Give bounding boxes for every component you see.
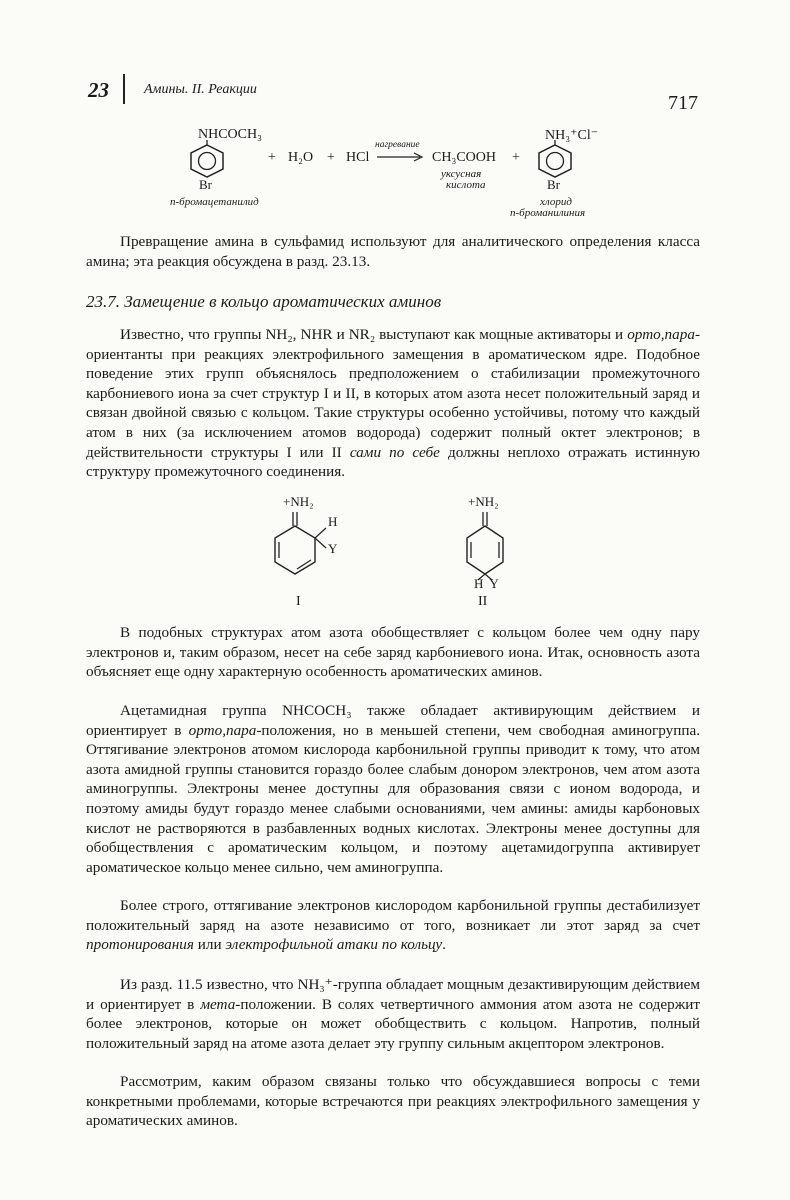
- acetic-acid: CH₃COOH: [432, 150, 496, 165]
- hydrochloric-acid: HCl: [346, 150, 370, 165]
- paragraph-5: Из разд. 11.5 известно, что NH₃⁺-группа обладает мощным дезактивирующим действием и ориентирует в мета-положении. В солях четвертичного аммония атом азота не содержит более электронов, которые он может обобществить с кольцом. Напротив, полный положительный заряд на атоме азота делает эту группу сильным акцептором электронов.: [86, 976, 700, 1052]
- product-name-line2: n-броманилиния: [510, 207, 586, 219]
- structure-1-h: H: [328, 514, 338, 529]
- acetic-acid-name-line2: кислота: [446, 179, 486, 191]
- reactant-group: NHCOCH₃: [198, 127, 262, 142]
- product-bromo: Br: [547, 177, 560, 192]
- structure-2-nh2: +NH₂: [468, 494, 499, 509]
- intro-paragraph: Превращение амина в сульфамид используют для аналитического определения класса амина; эта реакция обсуждена в разд. 23.13.: [86, 233, 700, 270]
- chapter-title: Амины. II. Реакции: [144, 82, 257, 97]
- paragraph-4: Более строго, оттягивание электронов кислородом карбонильной группы дестабилизует положительный заряд на азоте независимо от того, возникает ли этот заряд за счет протонирования или электрофильной атаки по кольцу.: [86, 897, 700, 954]
- page-number: 717: [668, 92, 698, 114]
- structure-1-y: Y: [328, 541, 338, 556]
- product-benzene-ring: [528, 140, 578, 180]
- section-title: 23.7. Замещение в кольцо ароматических аминов: [86, 292, 442, 311]
- plus-sign-3: +: [512, 150, 520, 165]
- paragraph-2: В подобных структурах атом азота обобществляет с кольцом более чем одну пару электронов и, таким образом, несет на себе заряд карбониевого иона. Итак, основность азота объясняет еще одну характерную особенность ароматических аминов.: [86, 624, 700, 681]
- structure-1-ring: [262, 510, 362, 590]
- structure-1-label: I: [296, 594, 301, 609]
- product-name-line1: хлорид: [540, 196, 572, 208]
- structure-1-nh2: +NH₂: [283, 494, 314, 509]
- paragraph-3: Ацетамидная группа NHCOCH₃ также обладает активирующим действием и ориентирует в орто,пара-положения, но в меньшей степени, чем свободная аминогруппа. Оттягивание электронов атомом кислорода карбонильной группы приводит к тому, что атом азота амидной группы становится гораздо более слабым донором электронов, чем атом азота аминогруппы. Электроны менее доступны для образования связи с ионом водорода, и поэтому амиды будут гораздо менее слабыми основаниями, чем амины: амиды карбоновых кислот не растворяются в разбавленных водных кислотах. Электроны менее доступны для обобществления с ароматическим кольцом, и поэтому ацетамидогруппа активирует ароматическое кольцо менее сильно, чем аминогруппа.: [86, 702, 700, 876]
- paragraph-1: Известно, что группы NH₂, NHR и NR₂ выступают как мощные активаторы и орто,пара-ориентанты при реакциях электрофильного замещения в ароматическом ядре. Подобное поведение этих групп объяснялось предположением о стабилизации промежуточного карбониевого иона за счет структур I и II, в которых атом азота несет положительный заряд и связан двойной связью с кольцом. Такие структуры особенно устойчивы, потому что каждый атом в них (за исключением атомов водорода) содержит полный октет электронов; в действительности структуры I или II сами по себе должны неплохо отражать истинную структуру промежуточного соединения.: [86, 326, 700, 481]
- plus-sign-2: +: [327, 150, 335, 165]
- product-group: NH₃⁺Cl⁻: [545, 128, 599, 143]
- reactant-name: n-бромацетанилид: [170, 196, 259, 208]
- reaction-condition: нагревание: [375, 140, 420, 150]
- reactant-bromo: Br: [199, 177, 212, 192]
- structure-2-label: II: [478, 594, 488, 609]
- reactant-benzene-ring: [180, 140, 230, 180]
- plus-sign-1: +: [268, 150, 276, 165]
- paragraph-6: Рассмотрим, каким образом связаны только что обсуждавшиеся вопросы с теми конкретными проблемами, которые встречаются при реакциях электрофильного замещения у ароматических аминов.: [86, 1073, 700, 1130]
- acetic-acid-name-line1: уксусная: [441, 168, 482, 180]
- reaction-arrow: [376, 152, 426, 162]
- water: H₂O: [288, 150, 314, 165]
- structure-2-h-y: H Y: [474, 576, 499, 591]
- chapter-number: 23: [88, 78, 109, 102]
- header-divider: [123, 74, 125, 104]
